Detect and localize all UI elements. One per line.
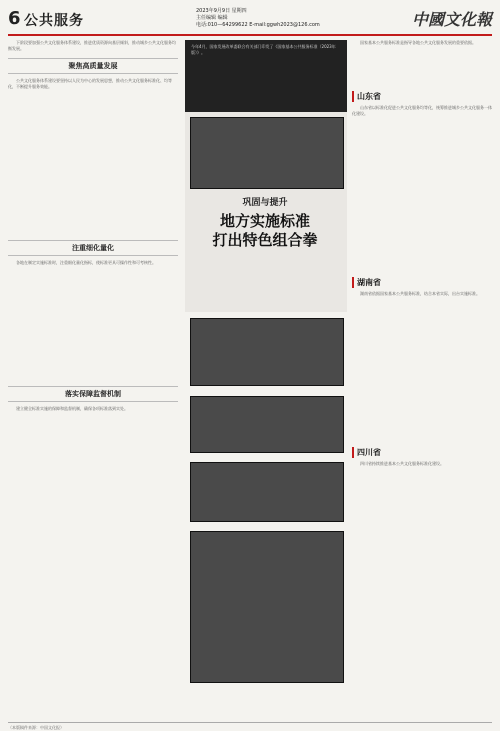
masthead xyxy=(8,6,492,36)
page-number: 6 xyxy=(8,8,21,29)
date-line: 2023年9月9日 星期四 xyxy=(196,8,247,14)
photo-event xyxy=(190,462,344,522)
province-body-sichuan: 四川省持续推进基本公共文化服务标准化建设。 xyxy=(360,461,444,466)
province-body-shandong: 山东省以标准化促进公共文化服务均等化，统筹推进城乡公共文化服务一体化建设。 xyxy=(352,105,492,116)
section-heading-2: 注重细化量化 xyxy=(8,240,178,256)
masthead-meta xyxy=(196,8,346,29)
photo-audience xyxy=(190,531,344,683)
headline-line-1: 地方实施标准 xyxy=(219,212,310,230)
center-intro: 今年4月，国家发展改革委联合有关部门印发了《国家基本公共服务标准（2023年版）》。 xyxy=(191,44,336,55)
left-column xyxy=(8,40,178,414)
center-intro-panel xyxy=(185,40,347,112)
section-heading-3: 落实保障监督机制 xyxy=(8,386,178,402)
feature-title xyxy=(190,195,340,250)
right-intro: 国家基本公共服务标准是指导各地公共文化服务发展的重要依据。 xyxy=(360,40,476,45)
editor-line: 主任编辑 编辑 xyxy=(196,15,228,21)
page-footer: （本版稿件来源：中国文化报） xyxy=(8,722,492,731)
province-heading-hunan: 湖南省 xyxy=(352,277,492,288)
section-body-3: 建立健全标准实施的保障和监督机制，确保各项标准落到实处。 xyxy=(16,406,128,411)
section-body-1: 公共文化服务体系建设要坚持以人民为中心的发展思想，推动公共文化服务标准化、均等化，不断提升服务效能。 xyxy=(8,78,172,89)
province-heading-sichuan: 四川省 xyxy=(352,447,492,458)
section-body-2: 各地在制定实施标准时，注重细化量化指标，使标准更具可操作性和可考核性。 xyxy=(16,260,156,265)
left-intro: 下阶段要加强公共文化服务体系建设，推进优质资源向基层倾斜，推动城乡公共文化服务均衡发展。 xyxy=(8,40,176,51)
right-column xyxy=(352,40,492,469)
province-heading-shandong: 山东省 xyxy=(352,91,492,102)
contact-line: 电话:010—64299622 E-mail:ggwh2023@126.com xyxy=(196,22,320,28)
photo-exhibition xyxy=(190,117,344,189)
section-heading-1: 聚焦高质量发展 xyxy=(8,58,178,74)
photo-crowd xyxy=(190,396,344,453)
newspaper-logo: 中國文化報 xyxy=(411,10,492,29)
photo-stage xyxy=(190,318,344,386)
headline-line-2: 打出特色组合拳 xyxy=(212,231,318,249)
feature-subtitle: 巩固与提升 xyxy=(242,198,288,208)
province-body-hunan: 湖南省依据国家基本公共服务标准，结合本省实际，出台实施标准。 xyxy=(360,291,480,296)
section-title: 公共服务 xyxy=(24,13,84,29)
